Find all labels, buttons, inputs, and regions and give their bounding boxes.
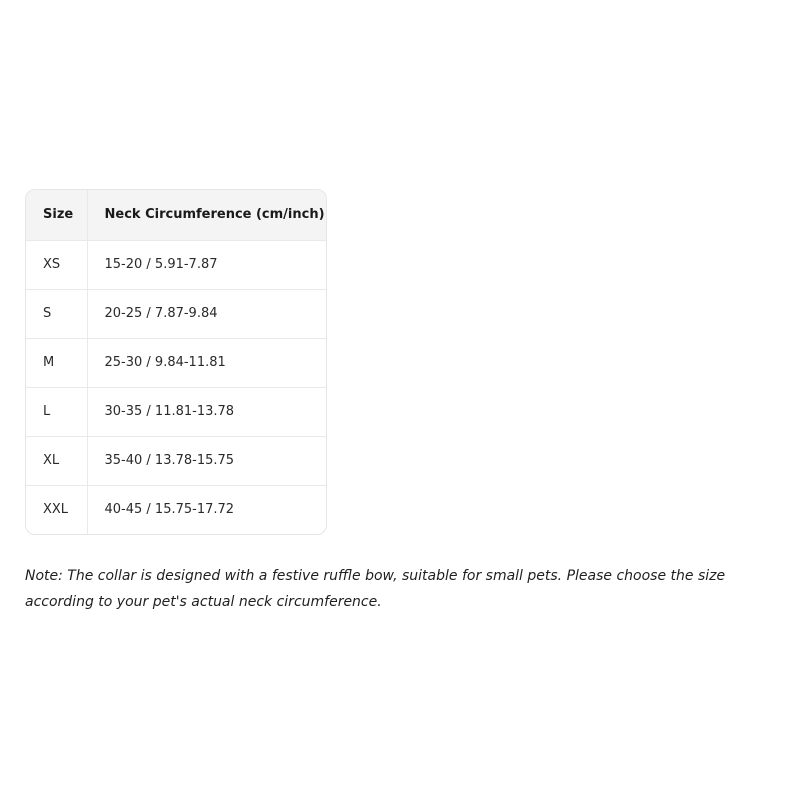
size-note: Note: The collar is designed with a festive ruffle bow, suitable for small pets. Please choose the size according to your pet's actual neck circumference. xyxy=(25,568,726,610)
table-row xyxy=(26,485,326,534)
table-row xyxy=(26,240,326,289)
cell-size: XXL xyxy=(26,485,87,534)
cell-size: S xyxy=(26,289,87,338)
cell-neck-circumference: 25-30 / 9.84-11.81 xyxy=(87,338,326,387)
cell-neck-circumference: 40-45 / 15.75-17.72 xyxy=(87,485,326,534)
table-row xyxy=(26,387,326,436)
cell-size: XS xyxy=(26,240,87,289)
cell-size: XL xyxy=(26,436,87,485)
table-row xyxy=(26,338,326,387)
cell-neck-circumference: 35-40 / 13.78-15.75 xyxy=(87,436,326,485)
cell-neck-circumference: 30-35 / 11.81-13.78 xyxy=(87,387,326,436)
size-chart-table xyxy=(25,189,327,535)
size-table xyxy=(26,190,326,534)
table-row xyxy=(26,436,326,485)
cell-size: L xyxy=(26,387,87,436)
header-neck-circumference: Neck Circumference (cm/inch) xyxy=(87,190,326,240)
table-row xyxy=(26,289,326,338)
cell-size: M xyxy=(26,338,87,387)
table-header-row xyxy=(26,190,326,240)
cell-neck-circumference: 20-25 / 7.87-9.84 xyxy=(87,289,326,338)
header-size: Size xyxy=(26,190,87,240)
cell-neck-circumference: 15-20 / 5.91-7.87 xyxy=(87,240,326,289)
